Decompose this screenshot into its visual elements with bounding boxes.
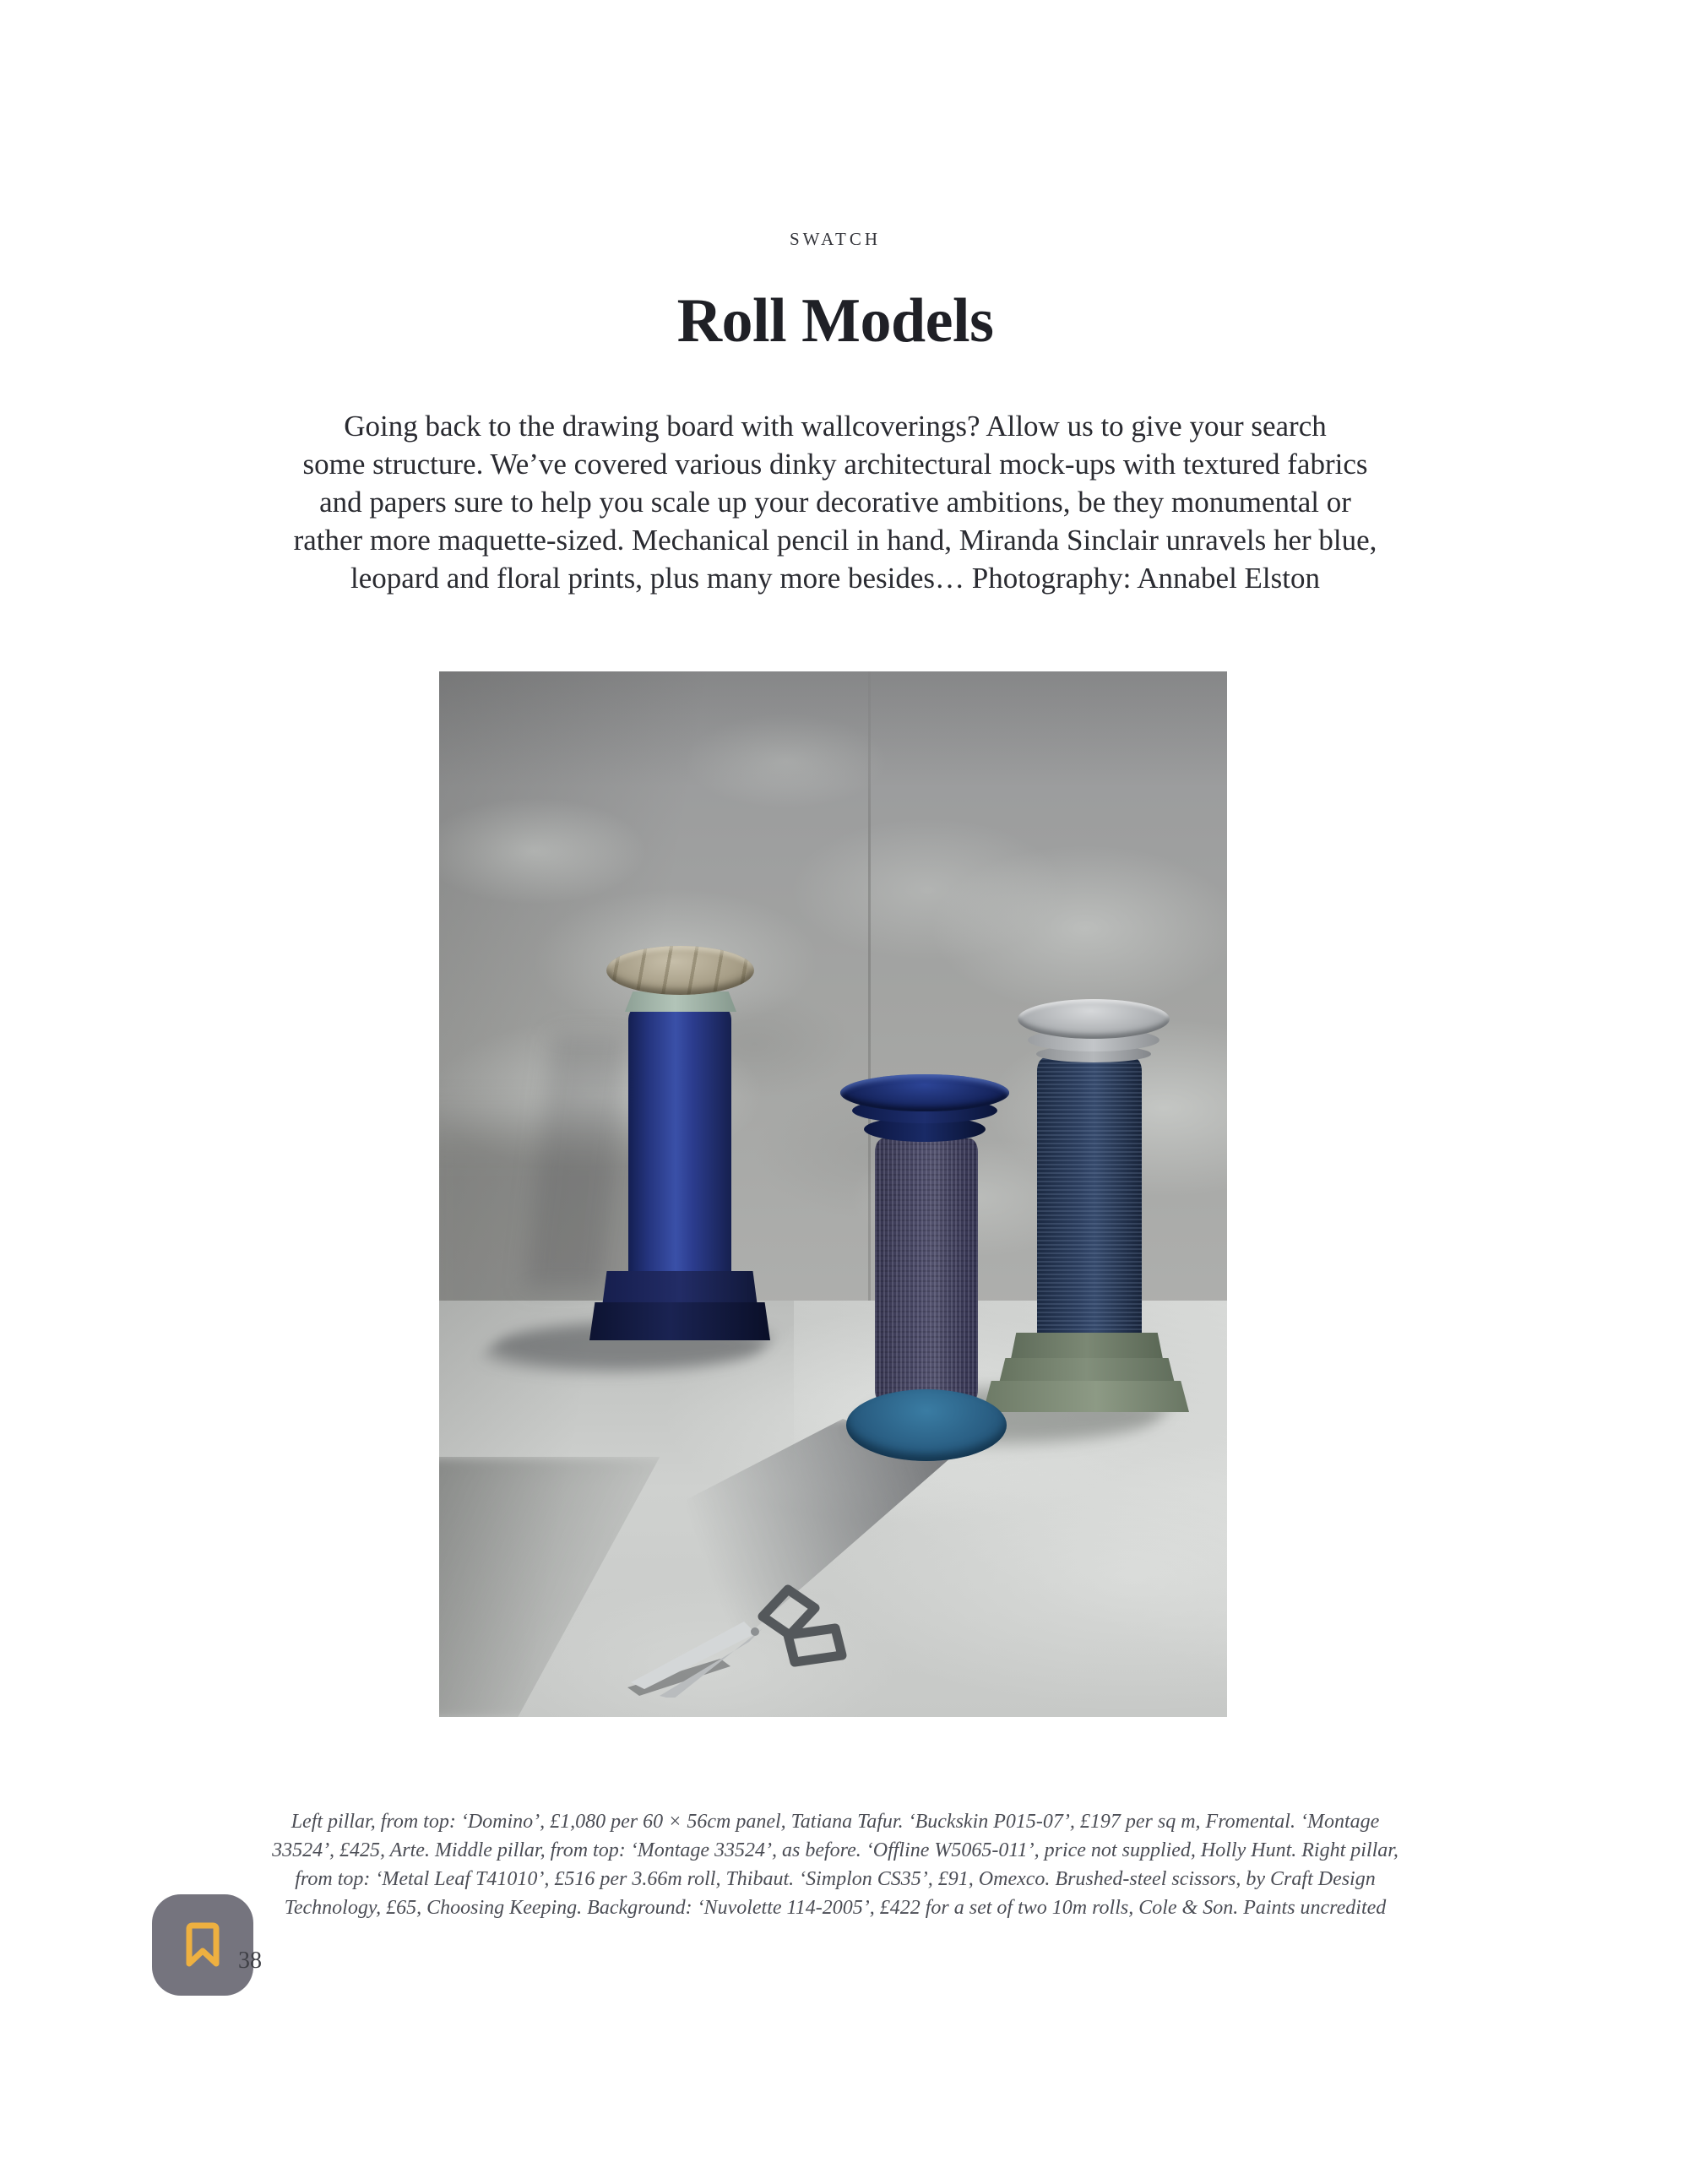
caption-line: Technology, £65, Choosing Keeping. Background: ‘Nuvolette 114-2005’, £422 for a set of two 10m rolls, Cole & Son. Paints uncredited: [284, 1897, 1387, 1919]
caption-line: 33524’, £425, Arte. Middle pillar, from top: ‘Montage 33524’, as before. ‘Offline W5065-011’, price not supplied, Holly Hunt. Right pillar,: [272, 1839, 1398, 1861]
intro-paragraph: [0, 407, 1680, 597]
bookmark-button[interactable]: [152, 1894, 253, 1996]
section-kicker-label: SWATCH: [789, 229, 881, 249]
page-title: Roll Models: [676, 286, 994, 356]
caption-line: Left pillar, from top: ‘Domino’, £1,080 per 60 × 56cm panel, Tatiana Tafur. ‘Buckskin P015-07’, £197 per sq m, Fromental. ‘Montage: [291, 1811, 1380, 1833]
intro-line: and papers sure to help you scale up your decorative ambitions, be they monumental or: [319, 486, 1351, 519]
intro-line: rather more maquette-sized. Mechanical pencil in hand, Miranda Sinclair unravels her blue,: [293, 524, 1377, 557]
intro-line: leopard and floral prints, plus many more besides… Photography: Annabel Elston: [350, 562, 1320, 595]
bookmark-icon: [183, 1922, 222, 1968]
section-kicker: [0, 228, 1680, 250]
photo-caption: [0, 1807, 1680, 1922]
caption-line: from top: ‘Metal Leaf T41010’, £516 per 3.66m roll, Thibaut. ‘Simplon CS35’, £91, Omexco. Brushed-steel scissors, by Craft Design: [295, 1868, 1376, 1890]
article-photo: [439, 671, 1227, 1717]
page-number: 38: [238, 1948, 262, 1974]
photo-vignette: [439, 671, 1227, 1717]
intro-line: Going back to the drawing board with wallcoverings? Allow us to give your search: [344, 410, 1327, 443]
intro-line: some structure. We’ve covered various dinky architectural mock-ups with textured fabrics: [302, 448, 1368, 481]
